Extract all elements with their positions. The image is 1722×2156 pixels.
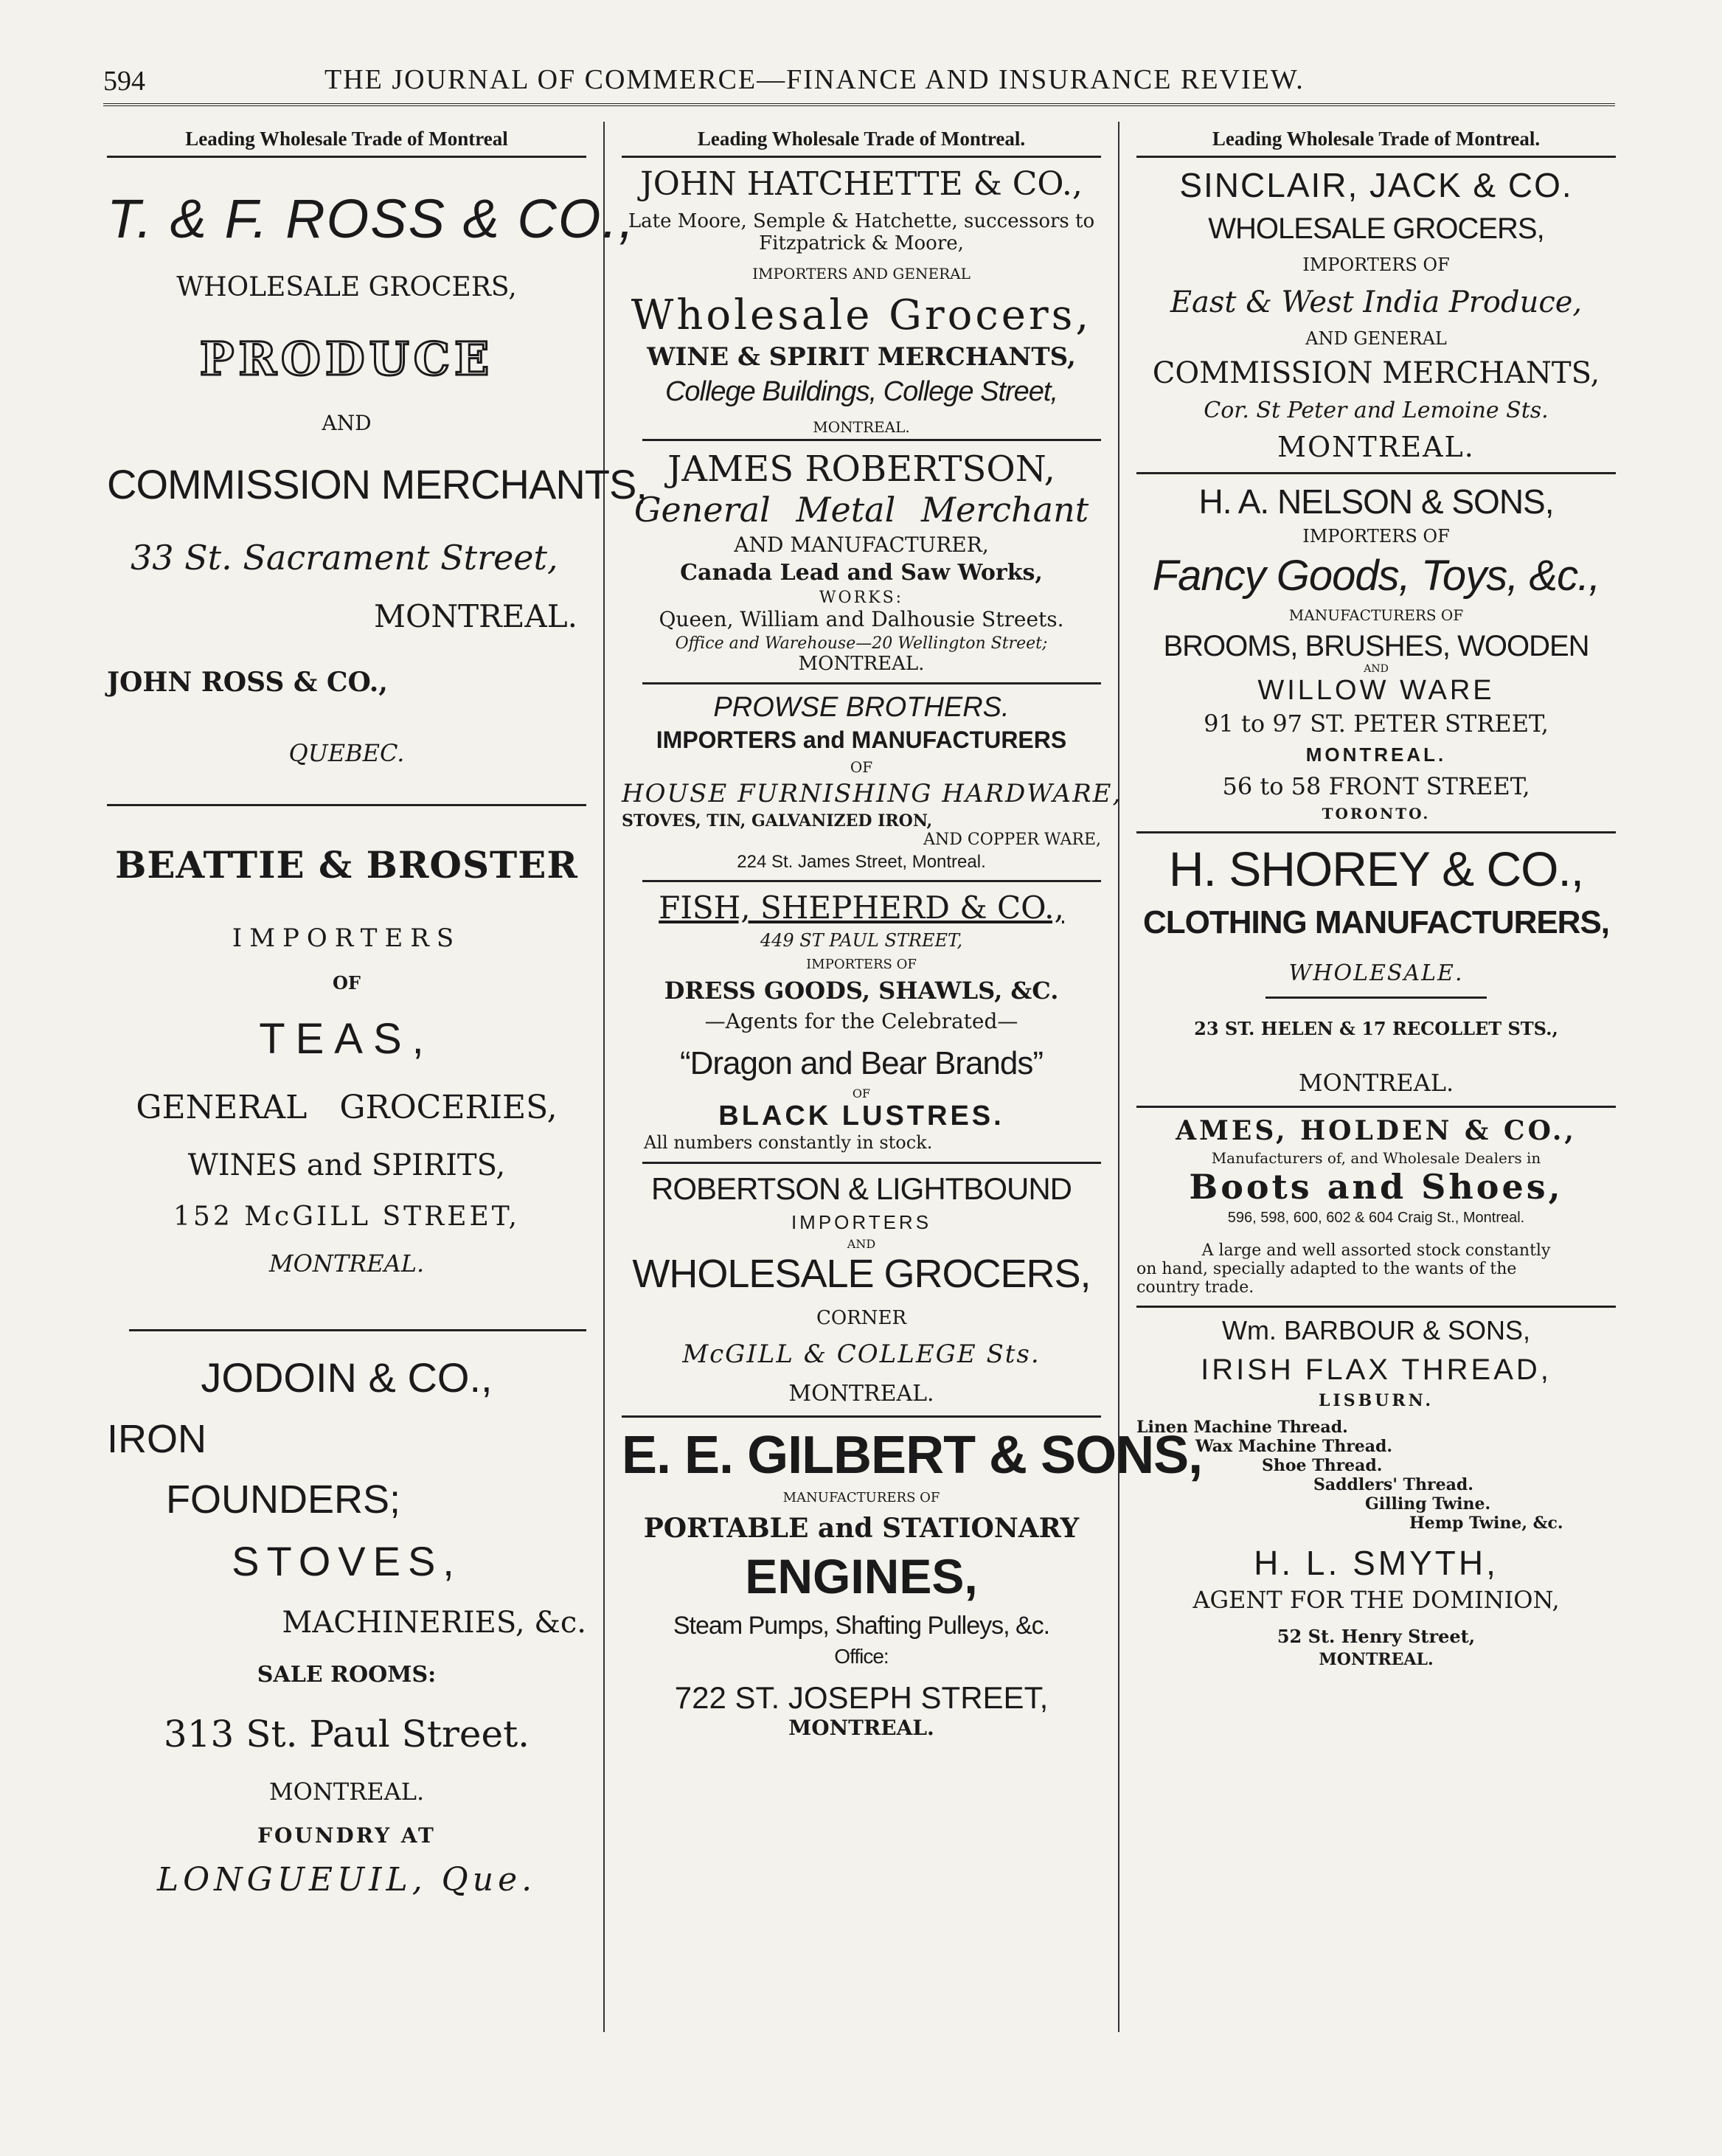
ad-barbour: [1136, 1315, 1616, 1669]
ad-line: GENERAL GROCERIES,: [136, 1089, 558, 1126]
ad-line: ROBERTSON & LIGHTBOUND: [651, 1171, 1072, 1206]
ad-line: WORKS:: [819, 589, 904, 607]
ad-robertson-lightbound: [622, 1171, 1101, 1407]
ad-line: Manufacturers of, and Wholesale Dealers in: [1211, 1149, 1541, 1167]
ad-line: MONTREAL.: [373, 598, 577, 634]
ad-line: LISBURN.: [1318, 1391, 1434, 1410]
ad-line: AND: [1364, 663, 1389, 675]
ad-line: IRISH FLAX THREAD,: [1201, 1353, 1552, 1386]
ad-separator: [129, 1329, 586, 1331]
ad-line: Canada Lead and Saw Works,: [680, 560, 1043, 586]
ad-line: Steam Pumps, Shafting Pulleys, &c.: [673, 1612, 1050, 1640]
ad-line: A large and well assorted stock constantly: [1201, 1241, 1551, 1260]
ad-line: AMES, HOLDEN & CO.,: [1176, 1115, 1577, 1146]
ad-prowse: [622, 692, 1122, 873]
ad-line: PORTABLE and STATIONARY: [643, 1513, 1080, 1544]
ad-line: MONTREAL.: [268, 1778, 425, 1806]
ad-ross: [107, 187, 647, 767]
ad-line: JODOIN & CO.,: [201, 1354, 493, 1401]
ad-line: CORNER: [816, 1307, 907, 1329]
ad-line: AND: [322, 411, 372, 435]
ad-separator: [642, 439, 1101, 441]
ad-separator: [642, 1162, 1101, 1164]
ad-line: MONTREAL.: [1319, 1650, 1434, 1669]
ad-line: 722 ST. JOSEPH STREET,: [674, 1680, 1049, 1715]
header-rule: [103, 103, 1615, 106]
ad-line: 449 ST PAUL STREET,: [760, 930, 963, 951]
ad-line: MONTREAL.: [813, 418, 910, 436]
ad-line: MONTREAL.: [788, 1716, 934, 1740]
ad-line: BROOMS, BRUSHES, WOODEN: [1163, 630, 1589, 662]
ad-line: IMPORTERS AND GENERAL: [752, 265, 971, 283]
ad-line: Boots and Shoes,: [1189, 1167, 1563, 1207]
column-3: [1136, 122, 1616, 2032]
ad-line: IMPORTERS OF: [1302, 526, 1450, 547]
ad-line: 224 St. James Street, Montreal.: [737, 852, 986, 872]
ad-line: H. A. NELSON & SONS,: [1198, 482, 1554, 521]
ad-line: MANUFACTURERS OF: [1288, 606, 1464, 624]
ad-separator: [642, 880, 1101, 882]
page-number: 594: [103, 66, 145, 97]
ad-separator: [622, 1415, 1101, 1418]
ad-line: East & West India Produce,: [1170, 285, 1583, 319]
ad-jodoin: [107, 1353, 586, 1899]
ad-line: COMMISSION MERCHANTS,: [107, 461, 647, 507]
ad-sinclair-jack: [1136, 165, 1616, 463]
ad-line: LONGUEUIL, Que.: [156, 1861, 537, 1899]
ad-line: College Buildings, College Street,: [664, 376, 1058, 407]
ad-line: JOHN HATCHETTE & CO.,: [640, 165, 1083, 203]
ad-line: AND COPPER WARE,: [923, 831, 1101, 849]
ad-line: JAMES ROBERTSON,: [667, 448, 1055, 490]
ad-hatchette: [622, 165, 1101, 436]
ad-line: Linen Machine Thread.: [1136, 1418, 1348, 1437]
ad-line: OF: [850, 758, 873, 776]
ad-line: SALE ROOMS:: [257, 1662, 437, 1688]
ad-nelson: [1136, 482, 1616, 822]
ad-line: AGENT FOR THE DOMINION,: [1192, 1586, 1560, 1614]
ad-line: MANUFACTURERS OF: [782, 1490, 940, 1505]
ad-line: AND MANUFACTURER,: [734, 533, 989, 557]
ad-line: IMPORTERS: [791, 1211, 932, 1233]
ad-line: IMPORTERS OF: [1302, 254, 1450, 275]
ad-line: IMPORTERS: [232, 923, 462, 953]
ad-line: Shoe Thread.: [1262, 1456, 1383, 1475]
column-rule: [603, 122, 605, 2032]
ad-line: PRODUCE: [199, 332, 494, 386]
column-rule: [1118, 122, 1119, 2032]
ad-line: SINCLAIR, JACK & CO.: [1179, 166, 1573, 204]
ad-line: MONTREAL.: [798, 653, 925, 675]
ad-line: BEATTIE & BROSTER: [115, 843, 578, 887]
ad-fish-shepherd: [622, 890, 1101, 1153]
ad-line: 596, 598, 600, 602 & 604 Craig St., Montreal.: [1227, 1210, 1525, 1226]
ad-line: CLOTHING MANUFACTURERS,: [1142, 904, 1610, 940]
column-heading: Leading Wholesale Trade of Montreal.: [1136, 122, 1616, 158]
ad-separator: [1266, 996, 1487, 999]
ad-line: Wholesale Grocers,: [631, 291, 1092, 339]
ad-line: country trade.: [1136, 1278, 1254, 1297]
ad-line: TORONTO.: [1322, 805, 1431, 822]
ad-line: JOHN ROSS & CO.,: [107, 667, 388, 698]
ad-line: 313 St. Paul Street.: [163, 1713, 530, 1755]
ad-line: WHOLESALE.: [1288, 960, 1464, 986]
ad-line: MONTREAL.: [1305, 743, 1447, 766]
ad-line: AND: [847, 1237, 876, 1251]
ad-line: MONTREAL.: [788, 1381, 934, 1407]
ad-line: McGILL & COLLEGE Sts.: [682, 1339, 1041, 1369]
ad-line: 152 McGILL STREET,: [173, 1202, 520, 1232]
ad-line: AND GENERAL: [1305, 328, 1447, 349]
ad-line: MONTREAL.: [268, 1249, 425, 1278]
ad-line: H. L. SMYTH,: [1254, 1544, 1499, 1582]
ad-line: T. & F. ROSS & CO.,: [107, 188, 636, 249]
ad-line: General Metal Merchant: [633, 490, 1089, 530]
ad-line: Fitzpatrick & Moore,: [759, 232, 964, 254]
ad-robertson: [622, 448, 1101, 675]
ad-line: FOUNDERS;: [166, 1477, 401, 1522]
ad-line: —Agents for the Celebrated—: [704, 1009, 1018, 1033]
ad-beattie: [107, 843, 586, 1278]
ad-line: DRESS GOODS, SHAWLS, &C.: [664, 977, 1059, 1005]
ad-line: QUEBEC.: [288, 739, 405, 767]
ad-line: Office:: [834, 1645, 889, 1668]
ad-line: COMMISSION MERCHANTS,: [1152, 356, 1600, 390]
ad-separator: [107, 804, 586, 806]
ad-line: HOUSE FURNISHING HARDWARE,: [622, 779, 1122, 808]
ad-line: BLACK LUSTRES.: [718, 1100, 1004, 1131]
ad-line: Queen, William and Dalhousie Streets.: [659, 607, 1064, 631]
ad-line: STOVES, TIN, GALVANIZED IRON,: [622, 811, 933, 831]
ad-line: 56 to 58 FRONT STREET,: [1222, 772, 1530, 800]
ad-line: TEAS,: [259, 1015, 434, 1063]
ad-line: WHOLESALE GROCERS,: [632, 1252, 1091, 1296]
column-1: [107, 122, 647, 2032]
ad-line: Wm. BARBOUR & SONS,: [1221, 1315, 1531, 1345]
ad-line: “Dragon and Bear Brands”: [679, 1045, 1044, 1081]
ad-line: 52 St. Henry Street,: [1277, 1626, 1476, 1647]
ad-line: 23 ST. HELEN & 17 RECOLLET STS.,: [1194, 1018, 1558, 1039]
ad-line: WINES and SPIRITS,: [187, 1148, 506, 1182]
ad-line: WHOLESALE GROCERS,: [1208, 212, 1544, 245]
ad-line: STOVES,: [232, 1538, 462, 1584]
ad-line: FOUNDRY AT: [257, 1823, 436, 1848]
ad-line: WILLOW WARE: [1257, 675, 1495, 706]
ad-ames-holden: [1136, 1115, 1616, 1297]
ad-line: WINE & SPIRIT MERCHANTS,: [647, 342, 1076, 372]
ad-line: OF: [852, 1086, 871, 1100]
ad-line: MACHINERIES, &c.: [282, 1606, 586, 1640]
ad-line: Saddlers' Thread.: [1313, 1475, 1473, 1494]
ad-line: Cor. St Peter and Lemoine Sts.: [1204, 398, 1549, 423]
ad-line: MONTREAL.: [1298, 1069, 1454, 1097]
ad-separator: [642, 682, 1101, 684]
ad-separator: [1136, 1106, 1616, 1108]
page-header: [103, 59, 1615, 103]
ad-separator: [1136, 831, 1616, 833]
ad-line: MONTREAL.: [1277, 431, 1475, 463]
ad-line: ENGINES,: [745, 1549, 978, 1604]
ad-line: OF: [333, 972, 361, 994]
ad-line: PROWSE BROTHERS.: [713, 692, 1010, 723]
ad-line: 33 St. Sacrament Street,: [131, 538, 558, 578]
ad-line: Late Moore, Semple & Hatchette, successors to: [628, 210, 1095, 232]
column-heading: Leading Wholesale Trade of Montreal: [107, 122, 586, 158]
journal-title: THE JOURNAL OF COMMERCE—FINANCE AND INSURANCE REVIEW.: [324, 64, 1305, 95]
ad-line: Office and Warehouse—20 Wellington Street;: [675, 634, 1048, 653]
ad-line: Hemp Twine, &c.: [1409, 1514, 1563, 1533]
ad-line: Fancy Goods, Toys, &c.,: [1152, 552, 1600, 600]
ad-line: E. E. GILBERT & SONS,: [622, 1426, 1203, 1485]
column-heading: Leading Wholesale Trade of Montreal.: [622, 122, 1101, 158]
ad-line: Gilling Twine.: [1365, 1494, 1491, 1514]
ad-line: on hand, specially adapted to the wants of the: [1136, 1260, 1517, 1278]
ad-line: IMPORTERS OF: [806, 957, 917, 972]
ad-line: Wax Machine Thread.: [1195, 1437, 1393, 1456]
ad-line: FISH, SHEPHERD & CO.,: [659, 890, 1064, 926]
ad-line: WHOLESALE GROCERS,: [176, 272, 517, 302]
ad-line: IRON: [107, 1417, 206, 1461]
ad-gilbert: [622, 1425, 1203, 1740]
ad-line: H. SHOREY & CO.,: [1168, 842, 1584, 896]
ad-line: IMPORTERS and MANUFACTURERS: [656, 727, 1067, 753]
ad-separator: [1136, 1306, 1616, 1308]
ad-separator: [1136, 472, 1616, 474]
ad-line: 91 to 97 ST. PETER STREET,: [1204, 710, 1549, 738]
ad-line: All numbers constantly in stock.: [644, 1132, 933, 1153]
ad-shorey: [1136, 841, 1616, 1097]
